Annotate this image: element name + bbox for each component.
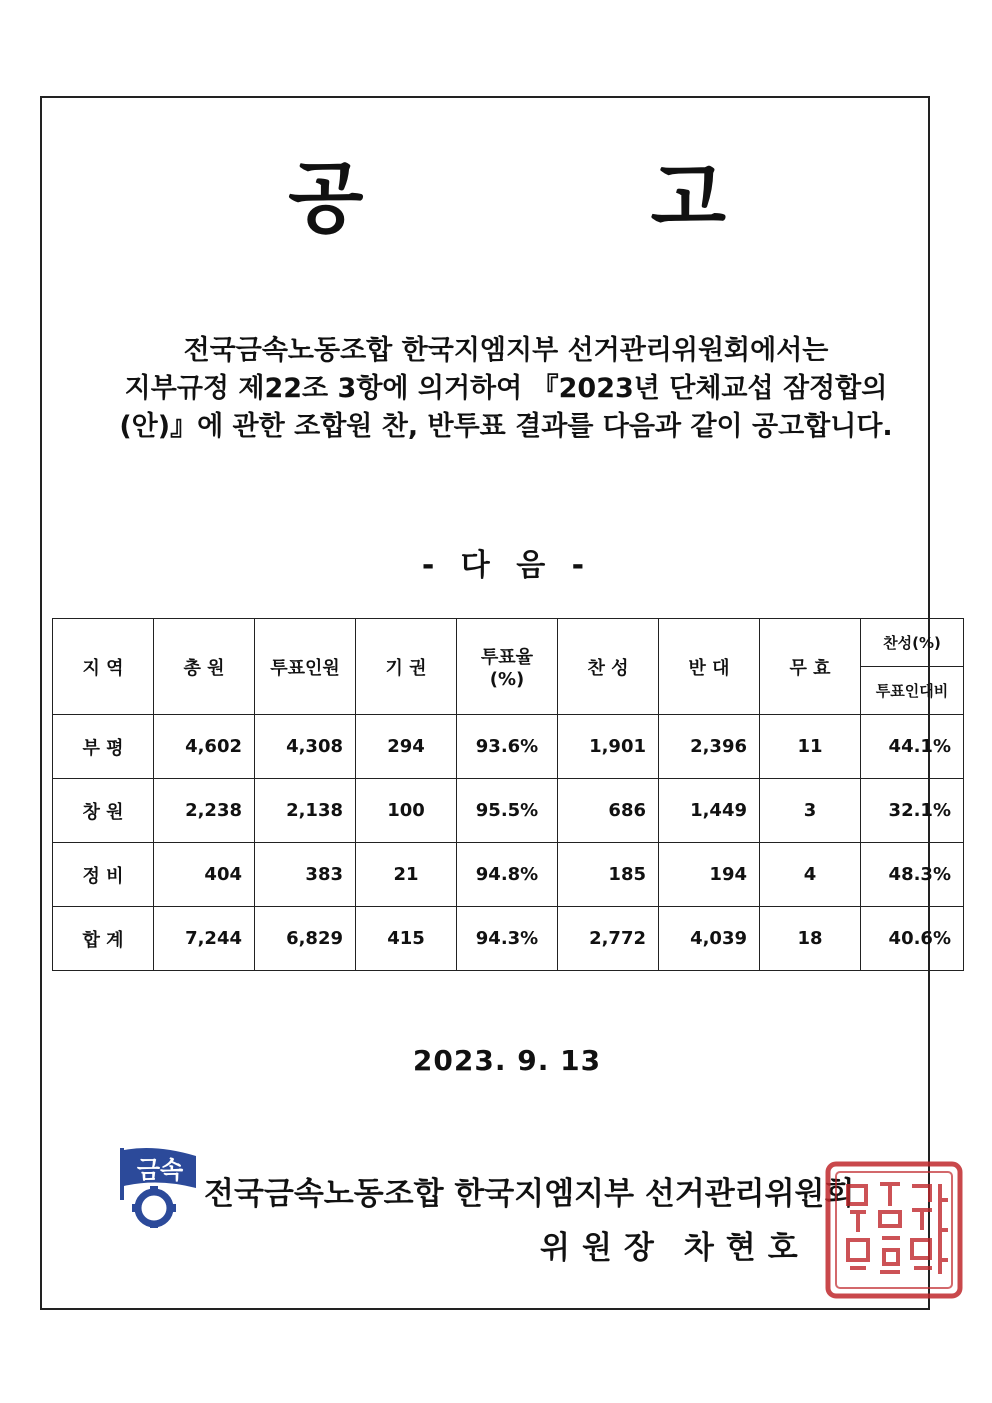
cell-invalid: 4	[760, 843, 861, 907]
header-turnout: 투표율(%)	[457, 619, 558, 715]
logo-text: 금속	[136, 1156, 184, 1184]
header-voters: 투표인원	[255, 619, 356, 715]
cell-turnout: 94.8%	[457, 843, 558, 907]
cell-region: 합 계	[53, 907, 154, 971]
header-no: 반 대	[659, 619, 760, 715]
header-region: 지 역	[53, 619, 154, 715]
cell-no: 1,449	[659, 779, 760, 843]
cell-invalid: 18	[760, 907, 861, 971]
table-header-row	[53, 619, 964, 667]
cell-turnout: 93.6%	[457, 715, 558, 779]
cell-no: 2,396	[659, 715, 760, 779]
union-logo-icon	[106, 1142, 204, 1228]
next-heading: - 다 음 -	[421, 548, 593, 583]
cell-yes-percent: 40.6%	[861, 907, 964, 971]
table-row	[53, 843, 964, 907]
header-abstain: 기 권	[356, 619, 457, 715]
cell-yes: 686	[558, 779, 659, 843]
cell-yes: 185	[558, 843, 659, 907]
cell-region: 창 원	[53, 779, 154, 843]
header-yes: 찬 성	[558, 619, 659, 715]
cell-invalid: 3	[760, 779, 861, 843]
header-yes-percent-basis: 투표인대비	[861, 667, 964, 715]
cell-no: 194	[659, 843, 760, 907]
cell-yes: 2,772	[558, 907, 659, 971]
cell-turnout: 95.5%	[457, 779, 558, 843]
notice-title: 공 고	[288, 154, 856, 244]
cell-yes: 1,901	[558, 715, 659, 779]
cell-yes-percent: 44.1%	[861, 715, 964, 779]
cell-voters: 383	[255, 843, 356, 907]
intro-line: 지부규정 제22조 3항에 의거하여 『2023년 단체교섭 잠정합의	[124, 373, 888, 404]
cell-yes-percent: 48.3%	[861, 843, 964, 907]
header-yes-percent: 찬성(%)	[861, 619, 964, 667]
cell-total: 2,238	[154, 779, 255, 843]
gear-icon	[132, 1186, 176, 1228]
cell-abstain: 100	[356, 779, 457, 843]
cell-yes-percent: 32.1%	[861, 779, 964, 843]
header-total: 총 원	[154, 619, 255, 715]
official-seal-icon	[822, 1160, 968, 1300]
cell-abstain: 415	[356, 907, 457, 971]
cell-total: 404	[154, 843, 255, 907]
cell-total: 7,244	[154, 907, 255, 971]
table-row	[53, 907, 964, 971]
cell-abstain: 294	[356, 715, 457, 779]
cell-invalid: 11	[760, 715, 861, 779]
table-row	[53, 715, 964, 779]
cell-voters: 2,138	[255, 779, 356, 843]
cell-no: 4,039	[659, 907, 760, 971]
header-invalid: 무 효	[760, 619, 861, 715]
cell-abstain: 21	[356, 843, 457, 907]
intro-line: (안)』에 관한 조합원 찬, 반투표 결과를 다음과 같이 공고합니다.	[119, 411, 893, 442]
intro-paragraph	[66, 332, 946, 446]
organization-name: 전국금속노동조합 한국지엠지부 선거관리위원회	[204, 1176, 855, 1212]
vote-result-table	[52, 618, 964, 971]
cell-turnout: 94.3%	[457, 907, 558, 971]
cell-region: 정 비	[53, 843, 154, 907]
notice-date: 2023. 9. 13	[412, 1044, 602, 1077]
cell-voters: 6,829	[255, 907, 356, 971]
chair-title: 위원장	[540, 1230, 666, 1266]
table-row	[53, 779, 964, 843]
cell-region: 부 평	[53, 715, 154, 779]
chair-name: 차현호	[683, 1230, 810, 1266]
intro-line: 전국금속노동조합 한국지엠지부 선거관리위원회에서는	[183, 335, 829, 366]
cell-total: 4,602	[154, 715, 255, 779]
cell-voters: 4,308	[255, 715, 356, 779]
